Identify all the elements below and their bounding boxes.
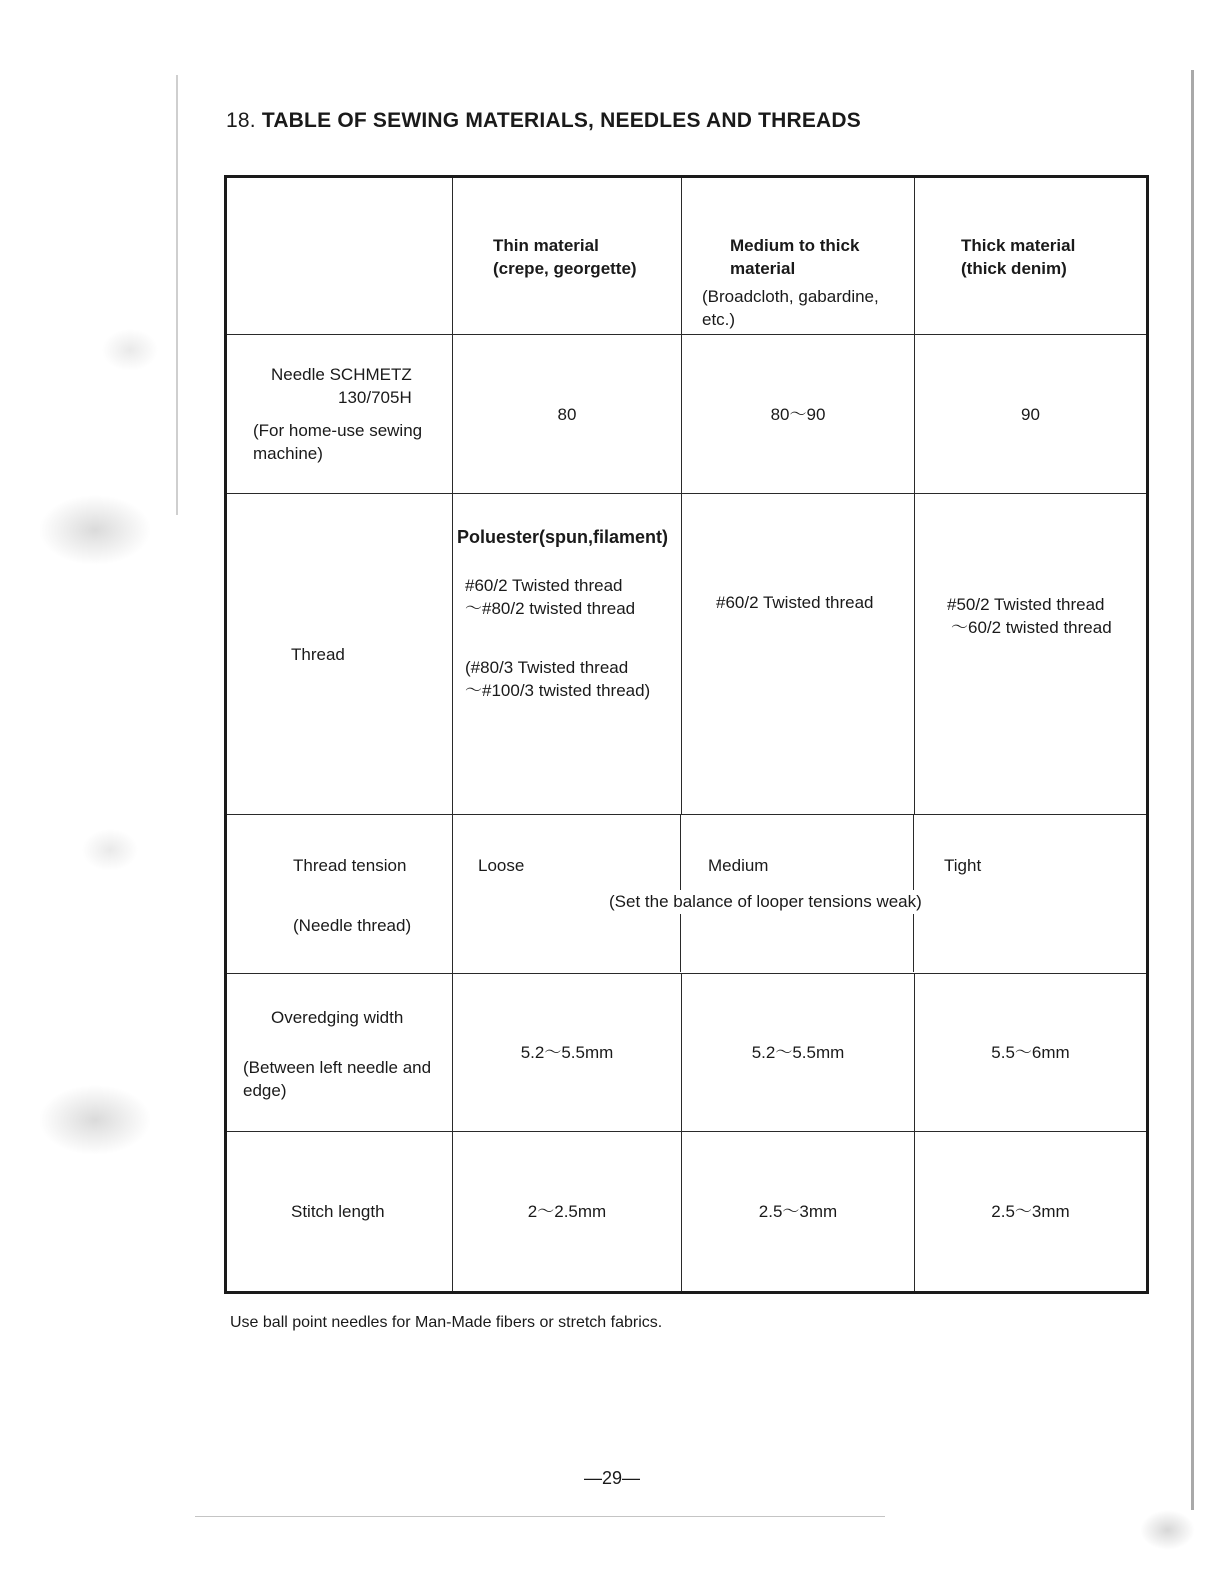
scan-edge-left (176, 75, 178, 515)
needle-label-line1: Needle SCHMETZ (271, 365, 412, 384)
overedging-label-line3: edge) (243, 1081, 287, 1100)
overedging-row (226, 974, 1148, 1132)
header-medium-line3: (Broadcloth, gabardine, (702, 287, 879, 306)
page-title (226, 109, 861, 133)
thread-thin-line3: (#80/3 Twisted thread (465, 658, 629, 677)
tension-medium: Medium (708, 856, 769, 875)
tension-divider-2b (913, 914, 914, 972)
thread-thick (915, 494, 1148, 815)
header-thick-line2: (thick denim) (961, 259, 1067, 278)
tension-row (226, 815, 1148, 974)
footnote: Use ball point needles for Man-Made fibers or stretch fabrics. (230, 1314, 663, 1331)
header-medium (682, 177, 915, 335)
tension-label-line1: Thread tension (293, 856, 407, 875)
thread-thin-line4: 〜#100/3 twisted thread) (465, 681, 651, 700)
scan-shadow-corner (1140, 1510, 1195, 1550)
thread-medium-text: #60/2 Twisted thread (716, 593, 874, 612)
thread-label: Thread (291, 644, 345, 664)
header-medium-line2: material (730, 259, 796, 278)
tension-label-cell (226, 815, 453, 974)
thread-thin-line1: #60/2 Twisted thread (465, 576, 623, 595)
header-thin (453, 177, 682, 335)
overedging-label-line1: Overedging width (271, 1008, 404, 1027)
header-medium-line4: etc.) (702, 310, 736, 329)
thread-label-cell (226, 494, 453, 815)
thread-medium (682, 494, 915, 815)
thread-thick-line2: 〜60/2 twisted thread (951, 618, 1112, 637)
section-number: 18. (226, 109, 256, 132)
thread-thin-line2: 〜#80/2 twisted thread (465, 599, 636, 618)
stitch-thin: 2〜2.5mm (453, 1132, 682, 1293)
overedging-thin: 5.2〜5.5mm (453, 974, 682, 1132)
header-thin-line2: (crepe, georgette) (493, 259, 637, 278)
header-thick-line1: Thick material (961, 236, 1076, 255)
tension-divider-1b (680, 914, 681, 972)
needle-label-line3: (For home-use sewing (253, 421, 423, 440)
scan-edge-right (1191, 70, 1194, 1510)
overedging-medium: 5.2〜5.5mm (682, 974, 915, 1132)
tension-note: (Set the balance of looper tensions weak) (609, 892, 922, 911)
tension-divider-1a (680, 815, 681, 890)
stitch-label: Stitch length (291, 1202, 385, 1221)
tension-loose: Loose (478, 856, 525, 875)
header-row (226, 177, 1148, 335)
needle-medium: 80〜90 (682, 335, 915, 494)
needle-thin: 80 (453, 335, 682, 494)
thread-row (226, 494, 1148, 815)
header-thick (915, 177, 1148, 335)
scan-shadow-left (0, 60, 185, 1520)
stitch-thick: 2.5〜3mm (915, 1132, 1148, 1293)
page-number: —29— (583, 1468, 641, 1488)
overedging-label-line2: (Between left needle and (243, 1058, 432, 1077)
stitch-label-cell (226, 1132, 453, 1293)
needle-thick: 90 (915, 335, 1148, 494)
header-corner-cell (226, 177, 453, 335)
scan-edge-bottom (195, 1516, 885, 1517)
thread-thick-line1: #50/2 Twisted thread (947, 595, 1105, 614)
header-medium-line1: Medium to thick (730, 236, 860, 255)
needle-label-cell (226, 335, 453, 494)
materials-table (224, 175, 1149, 1294)
tension-values (453, 815, 1148, 974)
needle-label-line4: machine) (253, 444, 323, 463)
section-title: TABLE OF SEWING MATERIALS, NEEDLES AND THREADS (261, 109, 861, 132)
header-thin-line1: Thin material (493, 236, 599, 255)
stitch-medium: 2.5〜3mm (682, 1132, 915, 1293)
thread-thin (453, 494, 682, 815)
thread-thin-heading: Poluester(spun,filament) (457, 527, 669, 547)
needle-label-line2: 130/705H (338, 388, 412, 407)
overedging-thick: 5.5〜6mm (915, 974, 1148, 1132)
needle-row (226, 335, 1148, 494)
tension-tight: Tight (944, 856, 982, 875)
tension-divider-2a (913, 815, 914, 890)
stitch-row (226, 1132, 1148, 1293)
tension-label-line2: (Needle thread) (293, 916, 412, 935)
overedging-label-cell (226, 974, 453, 1132)
